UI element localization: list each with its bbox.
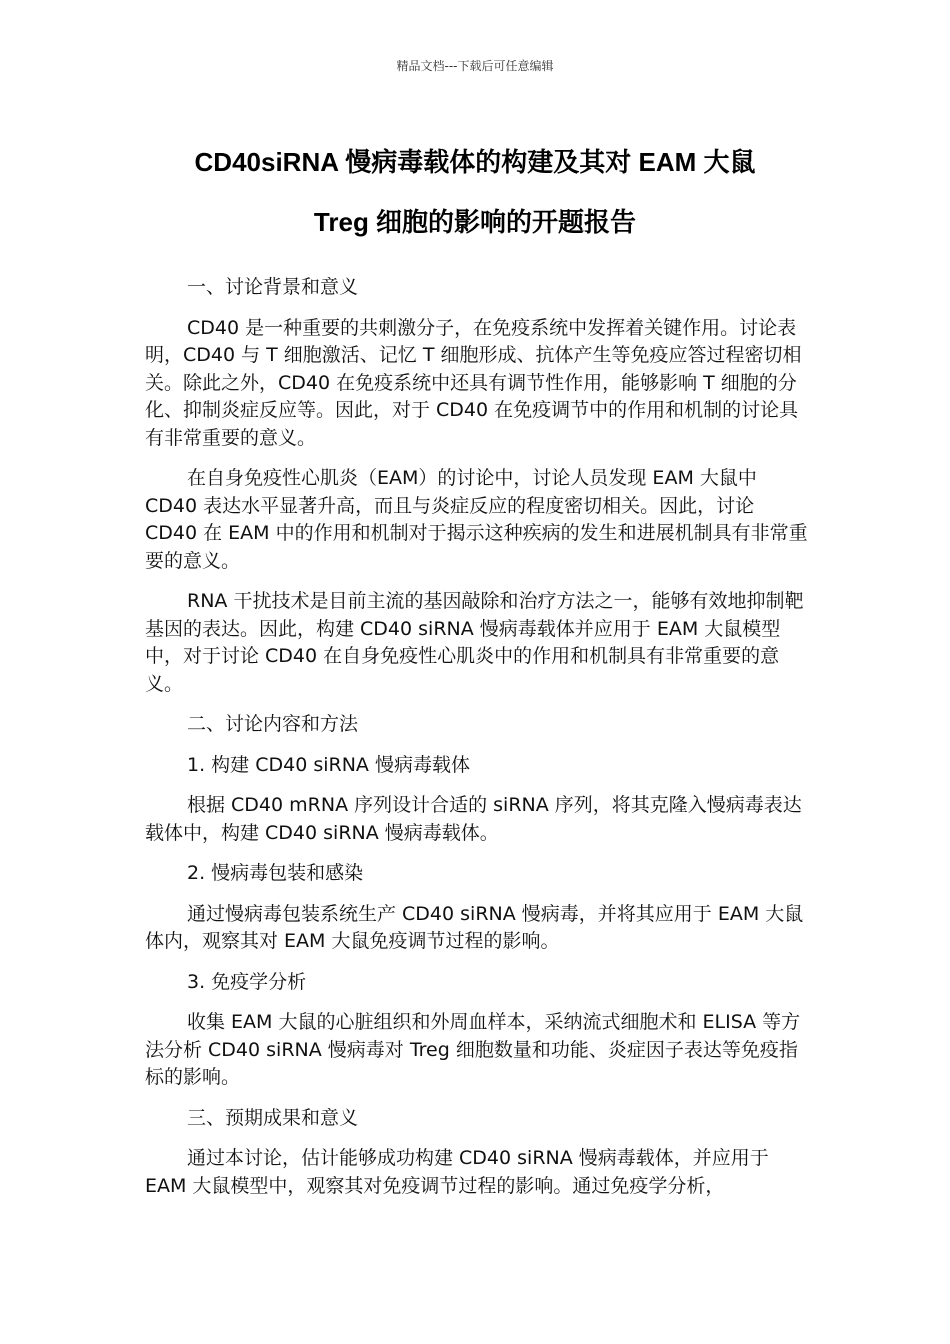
paragraph-vector-construction: 根据 CD40 mRNA 序列设计合适的 siRNA 序列，将其克隆入慢病毒表达载体中，构建 CD40 siRNA 慢病毒载体。 [145,794,802,844]
document-title-line-1: CD40siRNA 慢病毒载体的构建及其对 EAM 大鼠 [194,147,756,177]
subheading-immunology-analysis: 3. 免疫学分析 [187,970,307,993]
paragraph-expected-results: 通过本讨论，估计能够成功构建 CD40 siRNA 慢病毒载体，并应用于 EAM 大鼠模型中，观察其对免疫调节过程的影响。通过免疫学分析， [145,1147,769,1197]
document-body [145,274,809,1213]
paragraph-rna-interference: RNA 干扰技术是目前主流的基因敲除和治疗方法之一，能够有效地抑制靶基因的表达。因此，构建 CD40 siRNA 慢病毒载体并应用于 EAM 大鼠模型中，对于讨论 CD40 在自身免疫性心肌炎中的作用和机制具有非常重要的意义。 [145,590,804,695]
section-heading-methods: 二、讨论内容和方法 [187,713,359,735]
paragraph-immunology-analysis: 收集 EAM 大鼠的心脏组织和外周血样本，采纳流式细胞术和 ELISA 等方法分析 CD40 siRNA 慢病毒对 Treg 细胞数量和功能、炎症因子表达等免疫指标的影响。 [145,1011,801,1088]
document-title-line-2: Treg 细胞的影响的开题报告 [313,207,637,237]
section-heading-background: 一、讨论背景和意义 [187,276,359,298]
paragraph-cd40-overview: CD40 是一种重要的共刺激分子，在免疫系统中发挥着关键作用。讨论表明，CD40 与 T 细胞激活、记忆 T 细胞形成、抗体产生等免疫应答过程密切相关。除此之外，CD40 在免疫系统中还具有调节性作用，能够影响 T 细胞的分化、抑制炎症反应等。因此，对于 CD40 在免疫调节中的作用和机制的讨论具有非常重要的意义。 [145,316,802,449]
paragraph-eam-research: 在自身免疫性心肌炎（EAM）的讨论中，讨论人员发现 EAM 大鼠中 CD40 表达水平显著升高，而且与炎症反应的程度密切相关。因此，讨论 CD40 在 EAM 中的作用和机制对于揭示这种疾病的发生和进展机制具有非常重要的意义。 [145,467,808,572]
subheading-packaging-infection: 2. 慢病毒包装和感染 [187,862,364,884]
section-heading-expected-results: 三、预期成果和意义 [187,1106,359,1129]
paragraph-packaging-infection: 通过慢病毒包装系统生产 CD40 siRNA 慢病毒，并将其应用于 EAM 大鼠体内，观察其对 EAM 大鼠免疫调节过程的影响。 [145,902,804,952]
subheading-vector-construction: 1. 构建 CD40 siRNA 慢病毒载体 [187,753,470,776]
page-header: 精品文档---下载后可任意编辑 [396,59,554,73]
document-title [80,132,870,252]
